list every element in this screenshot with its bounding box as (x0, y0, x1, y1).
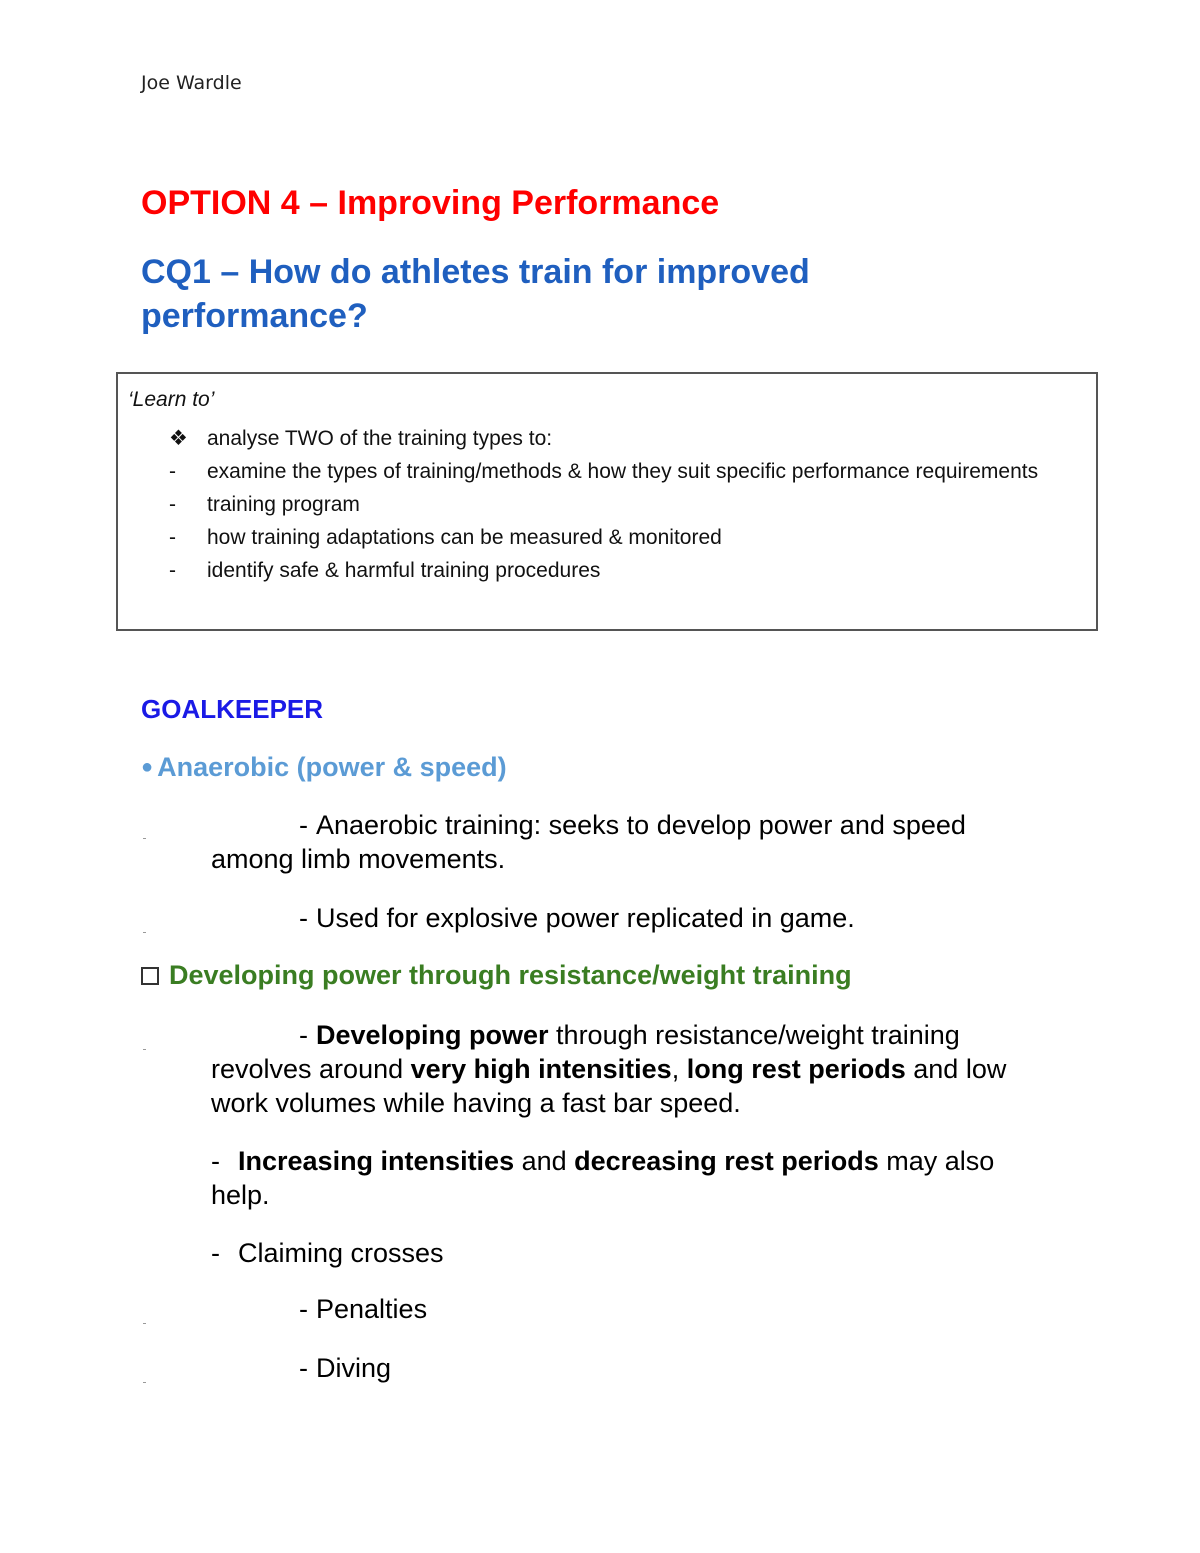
dash-marker: - (299, 1020, 308, 1050)
bold-term: long rest periods (686, 1054, 906, 1084)
learn-to-box (116, 372, 1098, 631)
checkbox-icon (141, 967, 159, 985)
learn-to-title: ‘Learn to’ (128, 388, 215, 411)
dash-marker: - (299, 1294, 308, 1324)
bold-term: decreasing rest periods (574, 1146, 879, 1176)
learn-to-item-text: identify safe & harmful training procedures (207, 559, 601, 582)
list-item (211, 1351, 1051, 1385)
list-item-text: Used for explosive power replicated in game. (316, 903, 855, 933)
learn-to-item-text: examine the types of training/methods & how they suit specific performance requirements (207, 460, 1039, 483)
list-item-text: through resistance/weight training revolves around (211, 1020, 960, 1084)
list-tick-mark (143, 1323, 146, 1324)
bullet-icon: ● (141, 756, 154, 778)
learn-to-item (118, 422, 1096, 455)
bold-term: Developing power (316, 1020, 549, 1050)
list-item-text: may also help. (211, 1146, 995, 1210)
list-tick-mark (143, 838, 146, 839)
dash-marker: - (169, 460, 176, 483)
list-item (211, 1292, 1051, 1326)
diamond-bullet-icon: ❖ (169, 427, 188, 450)
author-name: Joe Wardle (141, 72, 242, 94)
list-item (211, 1144, 1051, 1212)
list-item-text: Diving (316, 1353, 392, 1383)
learn-to-item-text: how training adaptations can be measured & monitored (207, 526, 722, 549)
list-item (211, 808, 1051, 876)
learn-to-item (118, 521, 1096, 554)
list-item (211, 1236, 1051, 1270)
bold-term: Increasing intensities (238, 1146, 515, 1176)
dash-marker: - (299, 810, 308, 840)
dash-marker: - (169, 493, 176, 516)
learn-to-item-text: analyse TWO of the training types to: (207, 427, 553, 450)
learn-to-item (118, 554, 1096, 587)
list-tick-mark (143, 1049, 146, 1050)
dash-marker: - (169, 526, 176, 549)
dash-marker: - (211, 1238, 220, 1268)
bold-term: very high intensities (410, 1054, 672, 1084)
list-item-text: and low work volumes while having a fast bar speed. (211, 1054, 1007, 1118)
list-item (211, 901, 1051, 935)
learn-to-item (118, 455, 1096, 488)
page-subtitle: CQ1 – How do athletes train for improved performance? (141, 253, 810, 335)
section-heading: GOALKEEPER (141, 694, 324, 724)
checkbox-heading (141, 960, 852, 991)
dash-marker: - (299, 1353, 308, 1383)
checkbox-heading-label: Developing power through resistance/weight training (169, 960, 852, 990)
learn-to-item (118, 488, 1096, 521)
list-tick-mark (143, 1382, 146, 1383)
learn-to-list (118, 422, 1096, 587)
list-item-text: Claiming crosses (238, 1238, 444, 1268)
dash-marker: - (211, 1146, 220, 1176)
page-title: OPTION 4 – Improving Performance (141, 184, 720, 222)
list-item (211, 1018, 1051, 1120)
list-item-text: Penalties (316, 1294, 428, 1324)
anaerobic-heading (141, 752, 507, 783)
learn-to-item-text: training program (207, 493, 360, 516)
dash-marker: - (169, 559, 176, 582)
list-item-text: Anaerobic training: seeks to develop power and speed among limb movements. (211, 810, 966, 874)
anaerobic-heading-label: Anaerobic (power & speed) (157, 752, 507, 782)
list-item-text: and (514, 1146, 575, 1176)
list-tick-mark (143, 932, 146, 933)
dash-marker: - (299, 903, 308, 933)
list-item-text: , (671, 1054, 687, 1084)
